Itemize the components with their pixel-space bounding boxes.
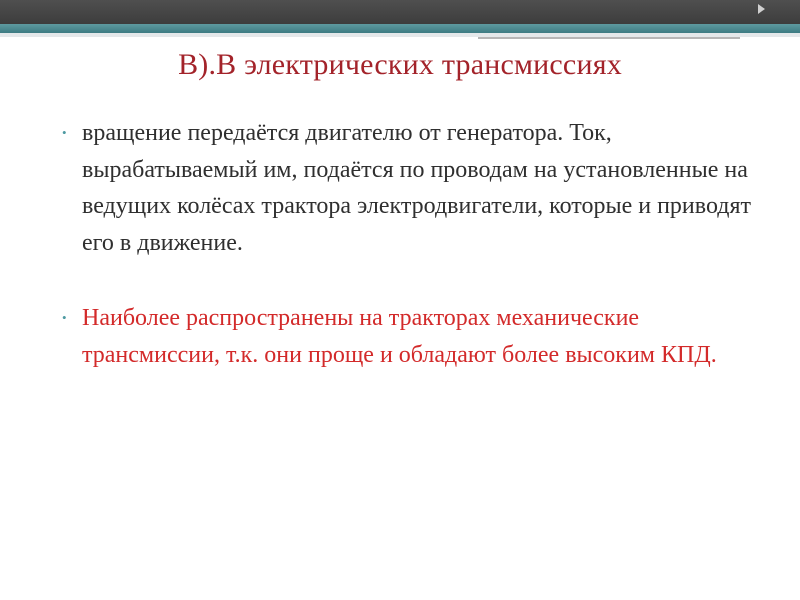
slide-content: [62, 115, 762, 373]
top-accent-bar: [0, 24, 800, 33]
slide-title: В).В электрических трансмиссиях: [178, 48, 622, 81]
title-rule: [478, 37, 740, 39]
bullet-text: Наиболее распространены на тракторах механические трансмиссии, т.к. они проще и обладают более высоким КПД.: [82, 305, 717, 368]
bullet-icon: •: [62, 125, 67, 140]
bullet-text: вращение передаётся двигателю от генератора. Ток, вырабатываемый им, подаётся по проводам на установленные на ведущих колёсах трактора электродвигатели, которые и приводят его в движение.: [82, 120, 751, 256]
bullet-item: [62, 300, 762, 373]
bullet-icon: •: [62, 310, 67, 325]
corner-arrow-icon: [758, 4, 765, 14]
bullet-item: [62, 115, 762, 261]
top-header-bar: [0, 0, 800, 24]
